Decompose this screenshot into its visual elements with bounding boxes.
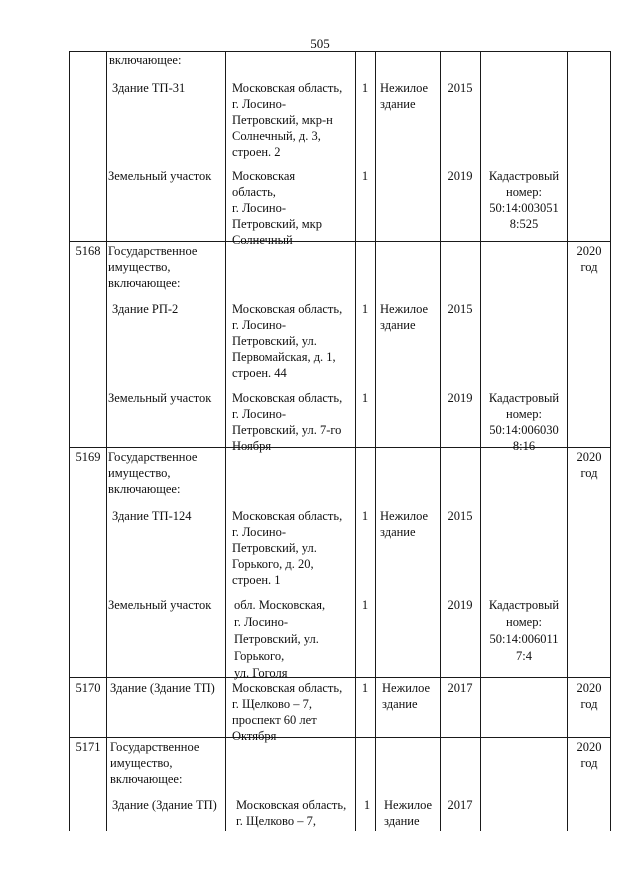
item-type: Нежилое здание	[380, 509, 429, 539]
column-border	[355, 51, 356, 831]
row-period: 2020 год	[576, 244, 602, 274]
item-name: Здание ТП-124	[112, 509, 192, 523]
row-number: 5170	[75, 681, 101, 695]
item-name: Земельный участок	[108, 598, 212, 612]
column-border	[375, 51, 376, 831]
item-quantity: 1	[361, 598, 369, 612]
group-title: Государственное имущество, включающее:	[108, 450, 198, 496]
item-type: Нежилое здание	[384, 798, 433, 828]
group-title: Государственное имущество, включающее:	[108, 244, 198, 290]
row-number: 5171	[75, 740, 101, 754]
item-year: 2015	[447, 509, 473, 523]
item-address: Московская область, г. Лосино- Петровский, ул. Первомайская, д. 1, строен. 44	[232, 302, 343, 380]
item-year: 2017	[447, 798, 473, 812]
item-cadastral-note: Кадастровый номер: 50:14:006030 8:16	[488, 391, 560, 453]
item-address: Московская область, г. Лосино- Петровский, мкр-н Солнечный, д. 3, строен. 2	[232, 81, 343, 159]
item-name: Здание РП-2	[112, 302, 179, 316]
item-name: Здание ТП-31	[112, 81, 186, 95]
item-cadastral-note: Кадастровый номер: 50:14:006011 7:4	[488, 598, 560, 663]
item-quantity: 1	[361, 391, 369, 405]
item-year: 2015	[447, 302, 473, 316]
item-quantity: 1	[361, 509, 369, 523]
item-year: 2019	[447, 391, 473, 405]
item-address: Московская область, г. Лосино- Петровский, ул. Горького, д. 20, строен. 1	[232, 509, 343, 587]
item-quantity: 1	[363, 798, 371, 812]
item-type: Нежилое здание	[380, 81, 429, 111]
column-border	[567, 51, 568, 831]
item-type: Нежилое здание	[380, 302, 429, 332]
column-border	[69, 51, 70, 831]
row-border	[69, 677, 611, 678]
item-name: Земельный участок	[108, 169, 212, 183]
item-address: Московская область, г. Щелково – 7,	[236, 798, 347, 828]
page-number: 505	[310, 36, 330, 51]
item-quantity: 1	[361, 169, 369, 183]
item-quantity: 1	[361, 681, 369, 695]
row-period: 2020 год	[576, 740, 602, 770]
item-quantity: 1	[361, 81, 369, 95]
item-address: Московская область, г. Щелково – 7, проспект 60 лет Октября	[232, 681, 343, 743]
row-period: 2020 год	[576, 450, 602, 480]
row-period: 2020 год	[576, 681, 602, 711]
item-type: Нежилое здание	[382, 681, 431, 711]
item-address: обл. Московская, г. Лосино- Петровский, ул. Горького, ул. Гоголя	[234, 598, 326, 680]
item-name: Земельный участок	[108, 391, 212, 405]
group-title: Здание (Здание ТП)	[110, 681, 215, 695]
item-year: 2019	[447, 598, 473, 612]
column-border	[610, 51, 611, 831]
item-cadastral-note: Кадастровый номер: 50:14:003051 8:525	[488, 169, 560, 231]
item-address: Московская область, г. Лосино- Петровский, мкр Солнечный	[232, 169, 323, 247]
row-border	[69, 241, 611, 242]
item-year: 2017	[447, 681, 473, 695]
row-number: 5169	[75, 450, 101, 464]
item-quantity: 1	[361, 302, 369, 316]
column-border	[225, 51, 226, 831]
column-border	[106, 51, 107, 831]
group-header-fragment: включающее:	[109, 53, 182, 67]
item-year: 2019	[447, 169, 473, 183]
row-number: 5168	[75, 244, 101, 258]
item-year: 2015	[447, 81, 473, 95]
group-title: Государственное имущество, включающее:	[110, 740, 200, 786]
item-name: Здание (Здание ТП)	[112, 798, 217, 812]
item-address: Московская область, г. Лосино- Петровский, ул. 7-го Ноября	[232, 391, 343, 453]
